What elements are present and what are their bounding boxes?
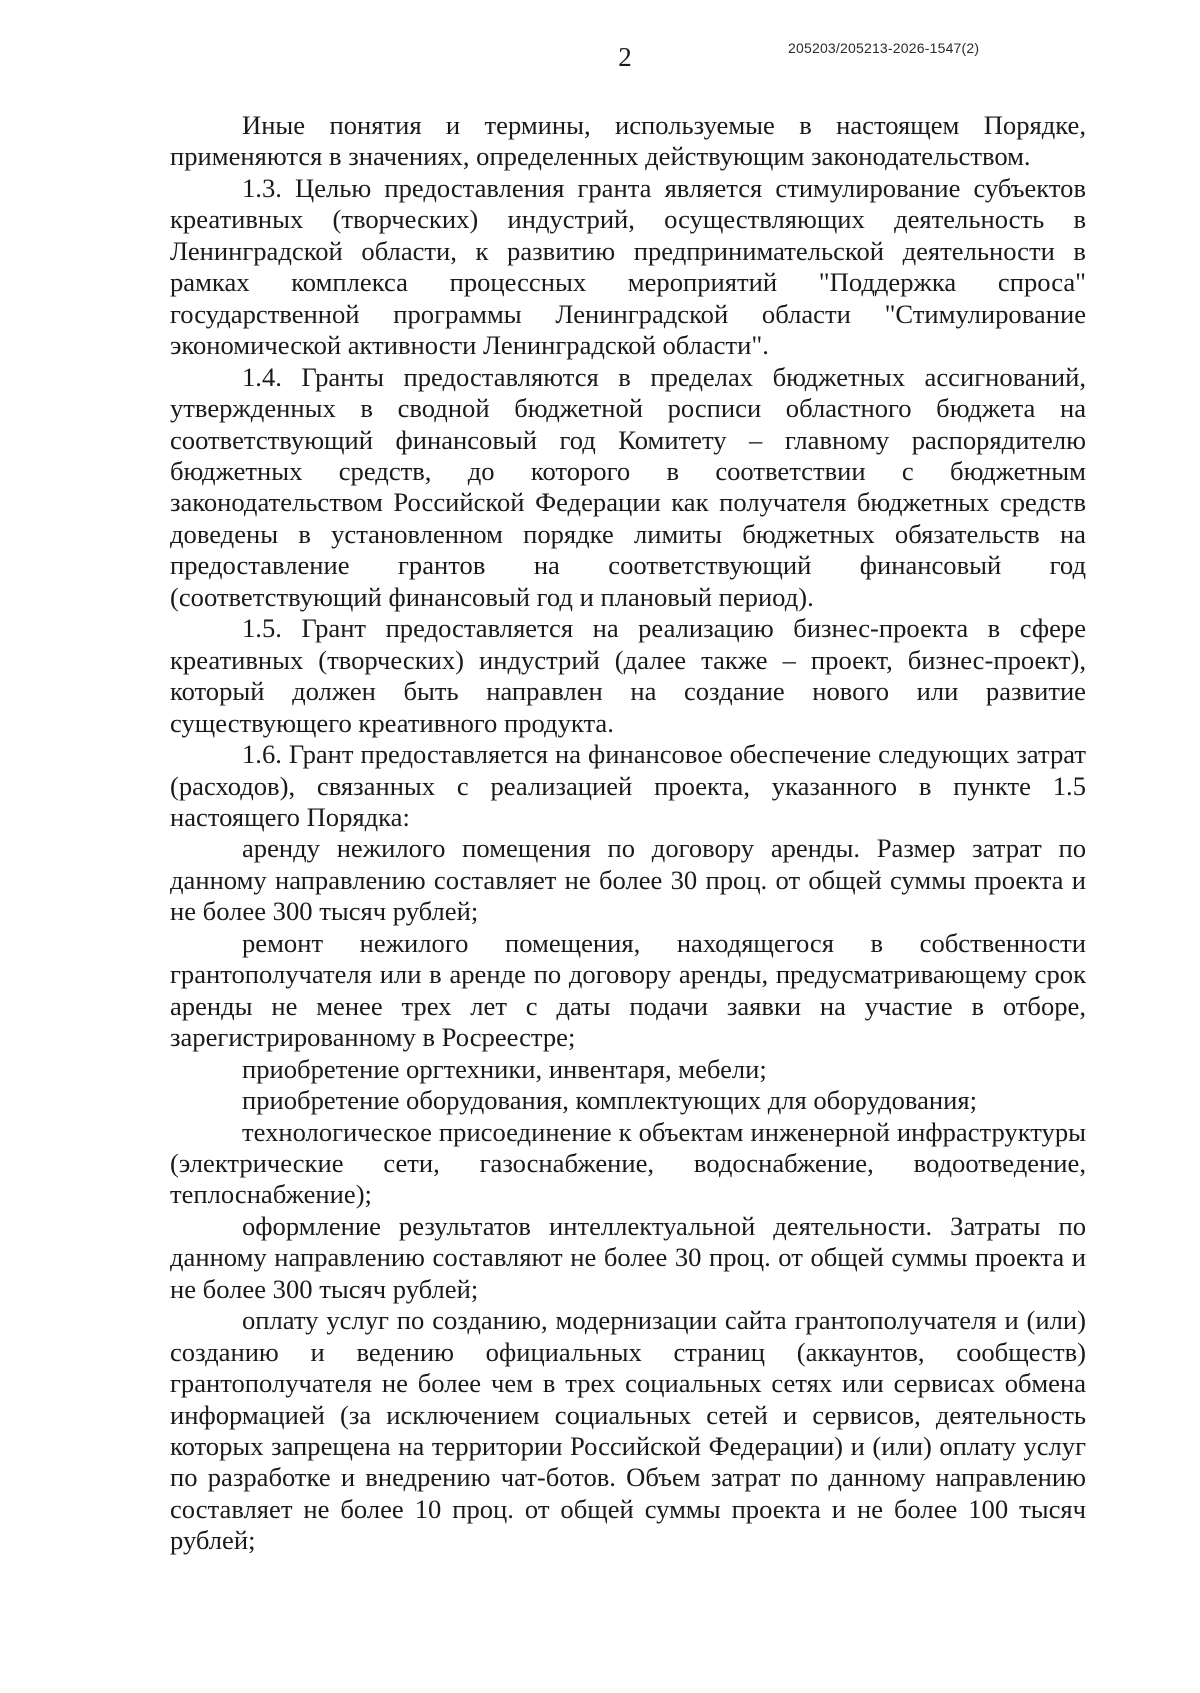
- paragraph-1-5: 1.5. Грант предоставляется на реализацию бизнес-проекта в сфере креативных (творческих) индустрий (далее также – проект, бизнес-проект), который должен быть направлен на создание нового или развитие существующего креативного продукта.: [170, 613, 1086, 738]
- list-item-infrastructure: технологическое присоединение к объектам инженерной инфраструктуры (электрические сети, газоснабжение, водоснабжение, водоотведение, теплоснабжение);: [170, 1116, 1086, 1210]
- paragraph-terms: Иные понятия и термины, используемые в настоящем Порядке, применяются в значениях, определенных действующим законодательством.: [170, 110, 1086, 172]
- list-item-intellectual-property: оформление результатов интеллектуальной деятельности. Затраты по данному направлению составляют не более 30 проц. от общей суммы проекта и не более 300 тысяч рублей;: [170, 1210, 1086, 1304]
- list-item-equipment: приобретение оборудования, комплектующих для оборудования;: [242, 1085, 978, 1116]
- paragraph-1-4: 1.4. Гранты предоставляются в пределах бюджетных ассигнований, утвержденных в сводной бюджетной росписи областного бюджета на соответствующий финансовый год Комитету – главному распорядителю бюджетных средств, до которого в соответствии с бюджетным законодательством Российской Федерации как получателя бюджетных средств доведены в установленном порядке лимиты бюджетных обязательств на предоставление грантов на соответствующий финансовый год (соответствующий финансовый год и плановый период).: [170, 361, 1086, 612]
- document-registration-code: 205203/205213-2026-1547(2): [788, 40, 980, 56]
- page-number: 2: [618, 42, 632, 72]
- list-item-office-equipment: приобретение оргтехники, инвентаря, мебели;: [242, 1053, 767, 1084]
- paragraph-1-3: 1.3. Целью предоставления гранта является стимулирование субъектов креативных (творческих) индустрий, осуществляющих деятельность в Ленинградской области, к развитию предпринимательской деятельности в рамках комплекса процессных мероприятий "Поддержка спроса" государственной программы Ленинградской области "Стимулирование экономической активности Ленинградской области".: [170, 172, 1086, 361]
- list-item-rent: аренду нежилого помещения по договору аренды. Размер затрат по данному направлению составляет не более 30 проц. от общей суммы проекта и не более 300 тысяч рублей;: [170, 833, 1086, 927]
- list-item-website-services: оплату услуг по созданию, модернизации сайта грантополучателя и (или) созданию и ведению официальных страниц (аккаунтов, сообществ) грантополучателя не более чем в трех социальных сетях или сервисах обмена информацией (за исключением социальных сетей и сервисов, деятельность которых запрещена на территории Российской Федерации) и (или) оплату услуг по разработке и внедрению чат-ботов. Объем затрат по данному направлению составляет не более 10 проц. от общей суммы проекта и не более 100 тысяч рублей;: [170, 1305, 1086, 1556]
- paragraph-1-6: 1.6. Грант предоставляется на финансовое обеспечение следующих затрат (расходов), связанных с реализацией проекта, указанного в пункте 1.5 настоящего Порядка:: [170, 739, 1086, 832]
- list-item-repair: ремонт нежилого помещения, находящегося в собственности грантополучателя или в аренде по договору аренды, предусматривающему срок аренды не менее трех лет с даты подачи заявки на участие в отборе, зарегистрированному в Росреестре;: [170, 927, 1086, 1053]
- document-body: [170, 110, 1086, 1557]
